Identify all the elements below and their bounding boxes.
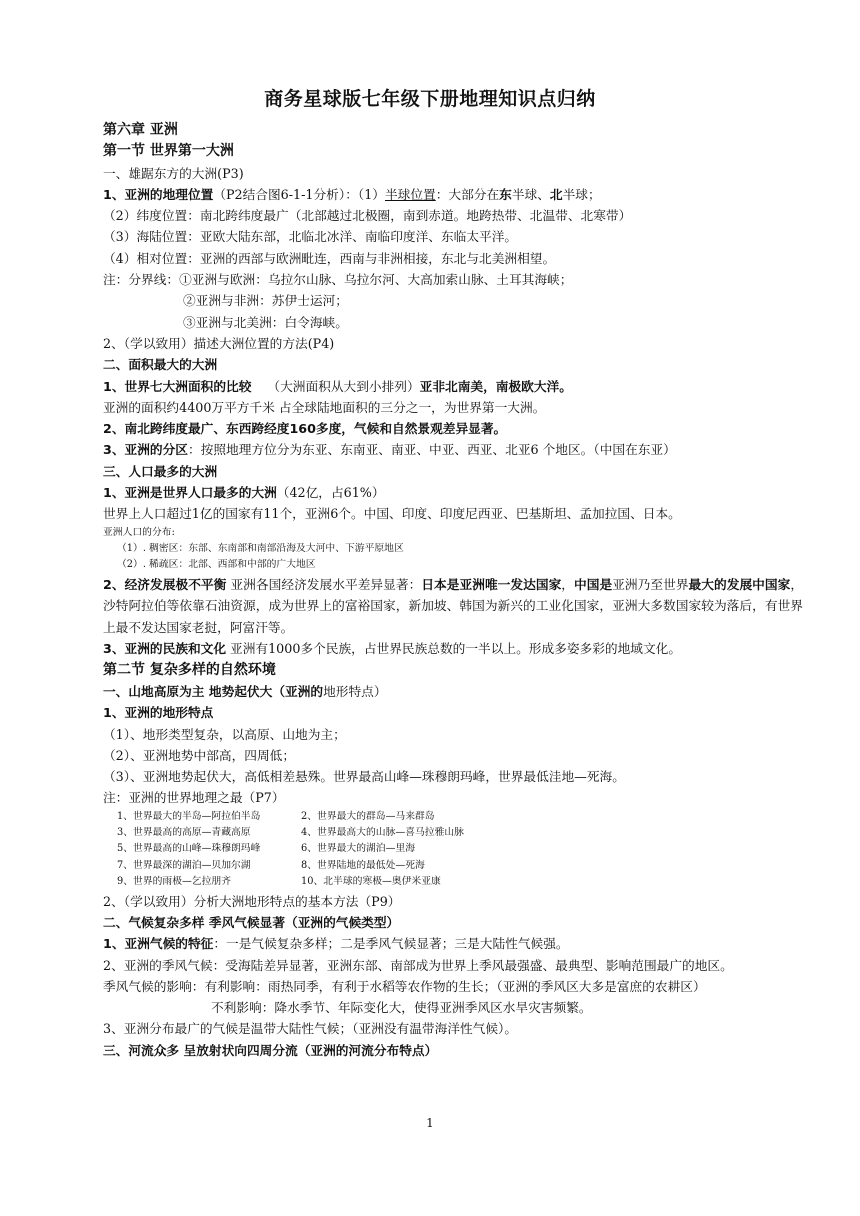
- text-line: 不利影响：降水季节、年际变化大，使得亚洲季风区水旱灾害频繁。: [211, 1000, 592, 1016]
- small-text-line: （1）. 稠密区：东部、东南部和南部沿海及大河中、下游平原地区: [117, 543, 404, 555]
- text-line: ②亚洲与非洲：苏伊士运河；: [183, 293, 348, 309]
- text-line: （2）纬度位置：南北跨纬度最广（北部越过北极圈，南到赤道。地跨热带、北温带、北寒带）: [103, 208, 632, 224]
- superlative-item: 5、世界最高的山峰—珠穆朗玛峰: [117, 843, 261, 855]
- superlative-row: [103, 809, 803, 825]
- text-span: （大洲面积从大到小排列）: [267, 378, 420, 394]
- document-body: [103, 120, 803, 1061]
- text-line: 2、（学以致用）分析大洲地形特点的基本方法（P9）: [103, 893, 401, 909]
- text-line: 亚洲的面积约4400万平方千米 占全球陆地面积的三分之一，为世界第一大洲。: [103, 399, 546, 415]
- document-title: 商务星球版七年级下册地理知识点归纳: [264, 88, 596, 110]
- bold-line: 2、南北跨纬度最广、东西跨经度160多度，气候和自然景观差异显著。: [103, 421, 507, 437]
- bold-text: 1、亚洲的地理位置: [103, 186, 214, 202]
- bold-text: 日本是亚洲唯一发达国家: [421, 576, 562, 592]
- text-line: （3）海陆位置：亚欧大陆东部，北临北冰洋、南临印度洋、东临太平洋。: [103, 229, 518, 245]
- text-line: （4）相对位置：亚洲的西部与欧洲毗连，西南与非洲相接，东北与北美洲相望。: [103, 250, 556, 266]
- section-heading: 第二节 复杂多样的自然环境: [103, 661, 276, 678]
- text-span: 半球；: [562, 186, 601, 202]
- text-span: 地形特点）: [323, 683, 387, 699]
- superlative-item: 10、北半球的寒极—奥伊米亚康: [301, 876, 441, 888]
- text-line: [103, 681, 803, 702]
- superlative-item: 6、世界最大的湖泊—里海: [301, 843, 415, 855]
- text-line: 2、亚洲的季风气候：受海陆差异显著，亚洲东部、南部成为世界上季风最强盛、最典型、影响范围最广的地区。: [103, 957, 733, 973]
- bold-text: 1、世界七大洲面积的比较: [103, 378, 252, 394]
- paragraph: [103, 574, 803, 639]
- subsection-heading: 二、气候复杂多样 季风气候显著（亚洲的气候类型）: [103, 914, 400, 930]
- text-span: 亚洲有1000多个民族，占世界民族总数的一半以上。形成多姿多彩的地域文化。: [226, 641, 682, 657]
- text-line: 一、雄踞东方的大洲(P3): [103, 165, 244, 181]
- superlative-item: 3、世界最高的高原—青藏高原: [117, 827, 251, 839]
- text-span: ，沙特阿拉伯等依靠石油资源，成为世界上的富裕国家，新加坡、韩国为新兴的工业化国家，亚洲大多数国家较为落后，有世界上最不发达国家老挝，阿富汗等。: [103, 576, 804, 635]
- bold-text: 1、亚洲气候的特征: [103, 936, 214, 952]
- bold-text: 最大的发展中国家: [688, 576, 791, 592]
- bold-text: 东: [499, 186, 512, 202]
- text-line: 2、（学以致用）描述大洲位置的方法(P4): [103, 335, 335, 351]
- text-line: 3、亚洲分布最广的气候是温带大陆性气候；（亚洲没有温带海洋性气候）。: [103, 1021, 518, 1037]
- bold-text: 3、亚洲的分区: [103, 442, 188, 458]
- chapter-heading: 第六章 亚洲: [103, 122, 178, 138]
- text-line: [103, 184, 803, 205]
- text-line: 世界上人口超过1亿的国家有11个，亚洲6个。中国、印度、印度尼西亚、巴基斯坦、孟加拉国、日本。: [103, 506, 681, 522]
- underlined-text: 半球位置: [384, 186, 436, 202]
- text-line: （3）、亚洲地势起伏大，高低相差悬殊。世界最高山峰—珠穆朗玛峰，世界最低洼地—死海。: [103, 769, 625, 785]
- text-line: 注：亚洲的世界地理之最（P7）: [103, 790, 285, 806]
- text-line: [103, 439, 803, 460]
- page-number: 1: [426, 1116, 434, 1130]
- text-line: 注：分界线：①亚洲与欧洲：乌拉尔山脉、乌拉尔河、大高加索山脉、土耳其海峡；: [103, 272, 573, 288]
- superlative-item: 8、世界陆地的最低处—死海: [301, 859, 425, 871]
- text-span: 亚洲各国经济发展水平差异显著：: [226, 576, 422, 592]
- superlative-item: 4、世界最高大的山脉—喜马拉雅山脉: [301, 827, 464, 839]
- bold-text: 一、山地高原为主 地势起伏大（亚洲的: [103, 683, 324, 699]
- text-span: ：按照地理方位分为东亚、东南亚、南亚、中亚、西亚、北亚6 个地区。（中国在东亚）: [187, 442, 676, 458]
- text-line: （1）、地形类型复杂，以高原、山地为主；: [103, 726, 346, 742]
- bold-line: 1、亚洲的地形特点: [103, 705, 214, 721]
- bold-text: 亚非北南美，南极欧大洋。: [419, 378, 572, 394]
- superlative-row: [103, 874, 803, 890]
- text-line: [103, 638, 803, 659]
- superlative-row: [103, 858, 803, 874]
- subsection-heading: 三、河流众多 呈放射状向四周分流（亚洲的河流分布特点）: [103, 1042, 438, 1058]
- superlative-row: [103, 841, 803, 857]
- text-span: 半球、: [511, 186, 550, 202]
- small-text-line: 亚洲人口的分布:: [103, 526, 175, 538]
- bold-text: 2、经济发展极不平衡: [103, 576, 227, 592]
- text-span: ：一是气候复杂多样；二是季风气候显著；三是大陆性气候强。: [213, 936, 569, 952]
- text-line: [103, 933, 803, 954]
- bold-text: 3、亚洲的民族和文化: [103, 641, 227, 657]
- text-span: ：大部分在: [435, 186, 500, 202]
- subsection-heading: 三、人口最多的大洲: [103, 463, 218, 479]
- text-span: （42亿，占61%）: [276, 485, 385, 501]
- bold-text: 中国是: [574, 576, 613, 592]
- text-line: [103, 376, 803, 397]
- text-line: 季风气候的影响：有利影响：雨热同季，有利于水稻等农作物的生长；（亚洲的季风区大多是富庶的农耕区）: [103, 978, 706, 994]
- bold-text: 1、亚洲是世界人口最多的大洲: [103, 485, 277, 501]
- text-span: ，: [561, 576, 575, 592]
- superlative-item: 9、世界的雨极—乞拉朋齐: [117, 876, 231, 888]
- superlative-item: 1、世界最大的半岛—阿拉伯半岛: [117, 810, 261, 822]
- text-line: （2）、亚洲地势中部高，四周低；: [103, 747, 296, 763]
- section-heading: 第一节 世界第一大洲: [103, 143, 234, 160]
- subsection-heading: 二、面积最大的大洲: [103, 357, 218, 373]
- text-line: ③亚洲与北美洲：白令海峡。: [183, 314, 348, 330]
- text-line: [103, 482, 803, 503]
- bold-text: 北: [549, 186, 563, 202]
- text-span: （P2结合图6-1-1分析）：（1）: [213, 186, 385, 202]
- superlative-item: 2、世界最大的群岛—马来群岛: [301, 810, 435, 822]
- superlative-item: 7、世界最深的湖泊—贝加尔湖: [117, 859, 251, 871]
- text-span: 亚洲乃至世界: [612, 576, 689, 592]
- superlative-row: [103, 825, 803, 841]
- small-text-line: （2）. 稀疏区：北部、西部和中部的广大地区: [117, 559, 316, 571]
